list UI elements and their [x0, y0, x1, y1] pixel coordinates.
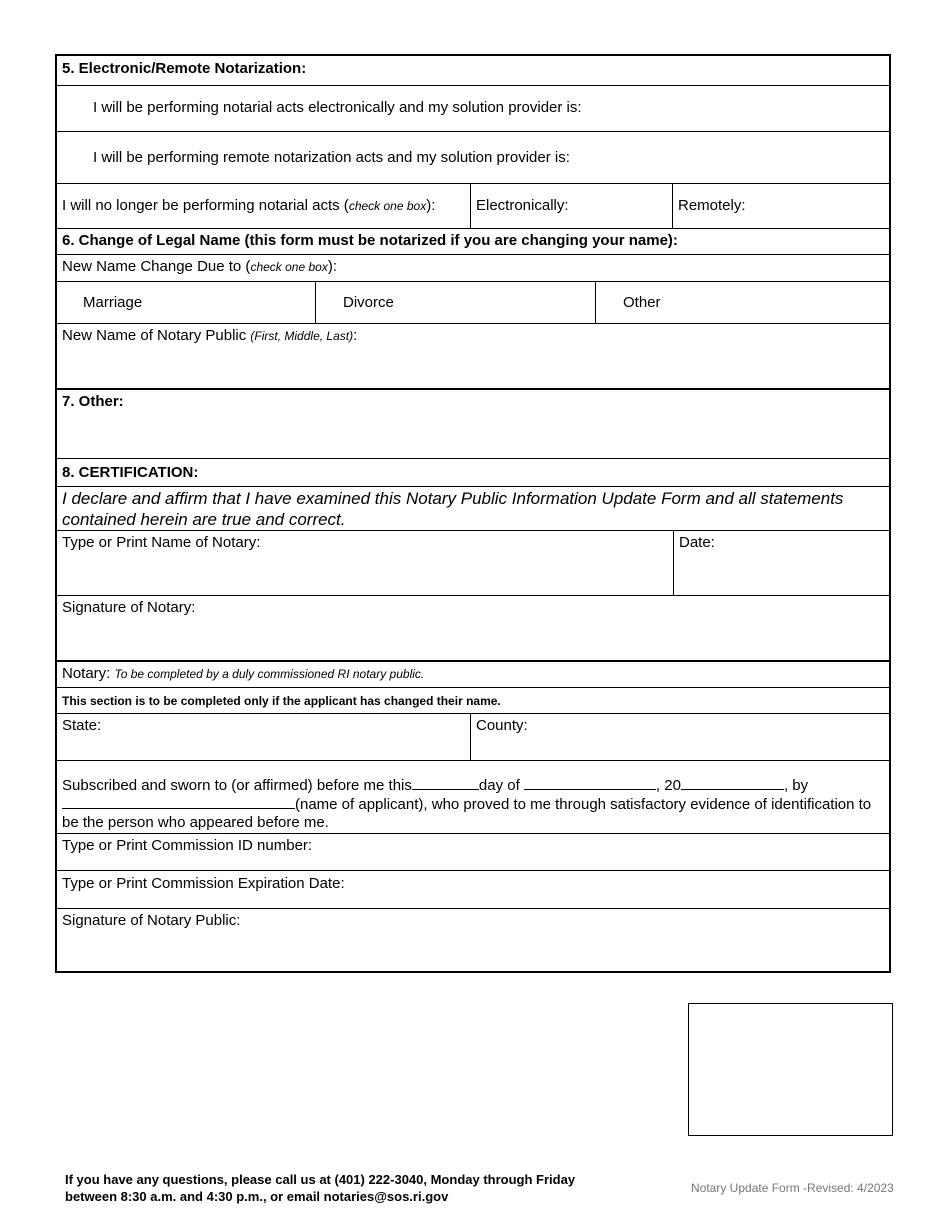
signature-row[interactable]: [57, 596, 889, 662]
section8-heading: 8. CERTIFICATION:: [62, 464, 199, 481]
electronic-provider-row[interactable]: [57, 86, 889, 132]
section6-heading-row: [57, 229, 889, 255]
due-to-text: New Name Change Due to (: [62, 258, 251, 275]
sworn-text-1: Subscribed and sworn to (or affirmed) before me this: [62, 777, 412, 794]
footer-line-2: between 8:30 a.m. and 4:30 p.m., or email notaries@sos.ri.gov: [65, 1189, 449, 1204]
notary-text: Notary:: [62, 665, 115, 682]
state-county-row: [57, 714, 889, 761]
due-to-label: [57, 255, 889, 281]
footer-line-1: If you have any questions, please call us at (401) 222-3040, Monday through Friday: [65, 1172, 576, 1187]
electronic-provider-label: I will be performing notarial acts electronically and my solution provider is:: [93, 99, 582, 116]
new-name-label: [57, 324, 889, 388]
section6-heading: 6. Change of Legal Name (this form must be notarized if you are changing your name):: [62, 232, 678, 249]
commission-exp-field[interactable]: Type or Print Commission Expiration Date:: [62, 875, 345, 892]
remote-provider-row[interactable]: [57, 132, 889, 184]
due-to-row: [57, 255, 889, 282]
other-row[interactable]: [57, 390, 889, 459]
paren-close-2: ):: [327, 258, 337, 275]
section8-heading-row: [57, 459, 889, 487]
signature-public-row[interactable]: [57, 909, 889, 971]
new-name-colon: :: [353, 327, 358, 344]
name-change-note-row: [57, 688, 889, 714]
sworn-text-2: day of: [478, 777, 524, 794]
footer-contact: [65, 1171, 575, 1205]
sworn-text-5: (name of applicant), who proved to me through satisfactory evidence of identification to be the person who appeared before me.: [62, 796, 872, 831]
signature-public-field[interactable]: Signature of Notary Public:: [62, 912, 241, 929]
check-one-hint-2: check one box: [250, 260, 328, 274]
applicant-name-blank[interactable]: [62, 795, 295, 809]
commission-exp-row[interactable]: [57, 871, 889, 909]
sworn-text-3: , 20: [655, 777, 681, 794]
no-longer-row: [57, 184, 889, 229]
sworn-text-4: , by: [783, 777, 809, 794]
sworn-row: [57, 761, 889, 834]
year-blank[interactable]: [681, 776, 784, 790]
notary-label: [57, 662, 889, 687]
declaration-text: I declare and affirm that I have examined this Notary Public Information Update Form and all statements contained herein are true and correct.: [62, 489, 844, 529]
section5-heading: 5. Electronic/Remote Notarization:: [62, 60, 307, 77]
state-field[interactable]: State:: [62, 717, 102, 734]
new-name-hint: (First, Middle, Last): [250, 329, 354, 343]
remotely-checkbox[interactable]: Remotely:: [672, 184, 889, 228]
revision-note: Notary Update Form -Revised: 4/2023: [691, 1181, 894, 1195]
section5-heading-row: [57, 56, 889, 86]
day-blank[interactable]: [412, 776, 479, 790]
name-change-options-row: [57, 282, 889, 324]
marriage-checkbox[interactable]: Marriage: [83, 294, 143, 311]
commission-id-field[interactable]: Type or Print Commission ID number:: [62, 837, 313, 854]
notary-update-form: [55, 54, 891, 973]
date-field[interactable]: Date:: [673, 531, 889, 595]
new-name-row[interactable]: [57, 324, 889, 390]
other-checkbox[interactable]: Other: [595, 282, 889, 323]
check-one-hint: check one box: [348, 199, 427, 213]
county-field[interactable]: County:: [470, 714, 889, 760]
notary-seal-box: [688, 1003, 893, 1136]
declaration-row: [57, 487, 889, 531]
notary-row: [57, 662, 889, 688]
section7-heading: 7. Other:: [62, 393, 124, 410]
no-longer-label: [57, 184, 470, 228]
no-longer-text: I will no longer be performing notarial acts (: [62, 197, 349, 214]
print-name-field[interactable]: Type or Print Name of Notary:: [62, 534, 261, 551]
sworn-statement: [57, 761, 889, 833]
electronically-checkbox[interactable]: Electronically:: [470, 184, 672, 228]
remote-provider-label: I will be performing remote notarization acts and my solution provider is:: [93, 149, 570, 166]
print-name-row: [57, 531, 889, 596]
new-name-text: New Name of Notary Public: [62, 327, 251, 344]
signature-field[interactable]: Signature of Notary:: [62, 599, 196, 616]
name-change-note: This section is to be completed only if the applicant has changed their name.: [62, 694, 501, 708]
divorce-checkbox[interactable]: Divorce: [315, 282, 595, 323]
month-blank[interactable]: [524, 776, 656, 790]
paren-close: ):: [426, 197, 436, 214]
commission-id-row[interactable]: [57, 834, 889, 871]
notary-hint: To be completed by a duly commissioned RI notary public.: [114, 667, 425, 681]
